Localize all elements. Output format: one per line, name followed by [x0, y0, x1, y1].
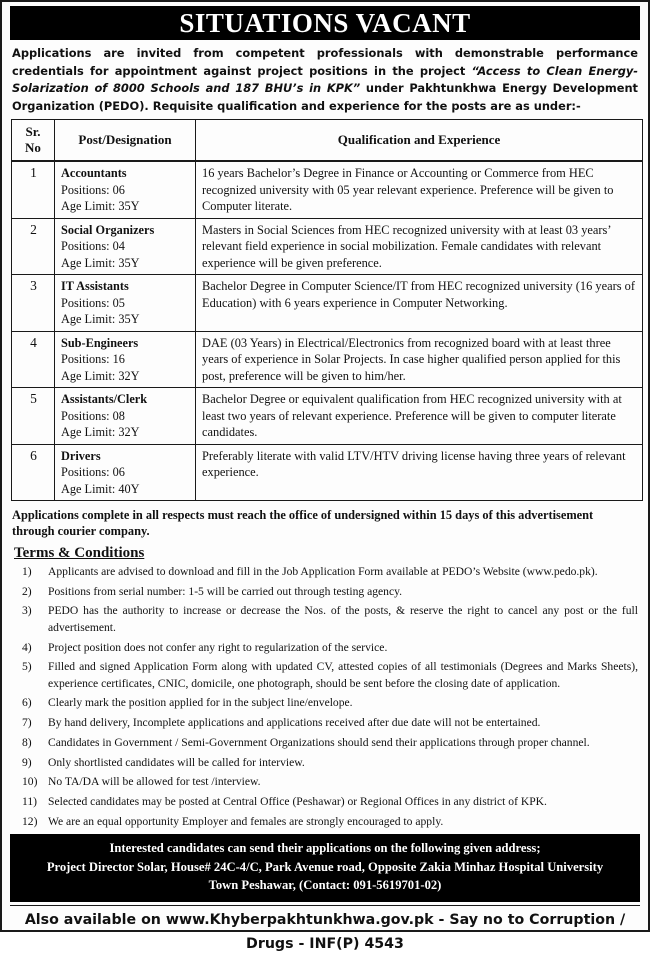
post-positions: Positions: 06	[61, 465, 125, 479]
post-title: Social Organizers	[61, 222, 155, 237]
table-row	[12, 275, 643, 332]
post-positions: Positions: 08	[61, 408, 125, 423]
post-age-limit: Age Limit: 40Y	[61, 481, 140, 496]
terms-item	[12, 715, 638, 732]
terms-item	[12, 584, 638, 601]
terms-item	[12, 794, 638, 811]
column-header-post-designation: Post/Designation	[55, 120, 196, 162]
post-age-limit: Age Limit: 32Y	[61, 368, 140, 383]
terms-item	[12, 774, 638, 791]
page-title: SITUATIONS VACANT	[179, 8, 471, 38]
terms-item-number: 3)	[22, 604, 32, 618]
terms-item-text: Candidates in Government / Semi-Government Organizations should send their applications through proper channel.	[48, 735, 590, 749]
column-header-sr-no: Sr. No	[12, 120, 55, 162]
cell-post-designation	[55, 218, 196, 275]
post-age-limit: Age Limit: 35Y	[61, 312, 140, 326]
table-row	[12, 444, 643, 501]
terms-item-number: 12)	[22, 814, 38, 828]
post-positions: Positions: 06	[61, 182, 125, 197]
column-header-qualification: Qualification and Experience	[196, 120, 643, 162]
terms-item-text: Clearly mark the position applied for in the subject line/envelope.	[48, 696, 353, 710]
address-contact-line: Town Peshawar, (Contact: 091-5619701-02)	[208, 878, 442, 893]
address-intro-line: Interested candidates can send their applications on the following given address;	[109, 841, 541, 856]
terms-item-text: Only shortlisted candidates will be called for interview.	[48, 755, 305, 769]
table-row	[12, 388, 643, 445]
terms-item-text: Filled and signed Application Form along with updated CV, attested copies of all testimonials (Degrees and Marks Sheets), experience certificates, CNIC, domicile, one photograph, should be sent before the closing date of application.	[48, 660, 638, 690]
terms-item	[12, 695, 638, 712]
terms-item-number: 1)	[22, 565, 32, 578]
terms-item-text: We are an equal opportunity Employer and females are strongly encouraged to apply.	[48, 814, 444, 828]
cell-sr-no: 6	[12, 444, 55, 501]
terms-item-text: Applicants are advised to download and fill in the Job Application Form available at PEDO’s Website (www.pedo.pk).	[48, 565, 598, 578]
qualification-text: Preferably literate with valid LTV/HTV driving license having three years of relevant experience.	[202, 448, 626, 479]
table-row	[12, 161, 643, 218]
post-age-limit: Age Limit: 35Y	[61, 199, 140, 213]
cell-qualification	[196, 388, 643, 445]
terms-item-number: 6)	[22, 696, 32, 710]
bottom-notice-strip: Also available on www.Khyberpakhtunkhwa.gov.pk - Say no to Corruption / Drugs - INF(P) 4543	[10, 905, 640, 956]
terms-item-text: No TA/DA will be allowed for test /interview.	[48, 775, 261, 789]
terms-item-number: 4)	[22, 640, 32, 654]
qualification-text: Masters in Social Sciences from HEC recognized university with at least 03 years’ relevant field experience in social mobilization. Female candidates with relevant experience will be given preference.	[202, 222, 611, 270]
terms-item-text: Positions from serial number: 1-5 will be carried out through testing agency.	[48, 584, 403, 598]
terms-item-number: 8)	[22, 735, 32, 749]
post-age-limit: Age Limit: 35Y	[61, 255, 140, 270]
terms-item	[12, 640, 638, 657]
qualification-text: DAE (03 Years) in Electrical/Electronics from recognized board with at least three years of experience in Solar Projects. In case higher qualified person applied for this post, preference will be given to him/her.	[202, 335, 621, 383]
terms-heading: Terms & Conditions	[14, 545, 145, 561]
terms-item-number: 2)	[22, 584, 32, 598]
terms-item-text: Selected candidates may be posted at Central Office (Peshawar) or Regional Offices in any district of KPK.	[48, 794, 547, 808]
terms-item	[12, 735, 638, 752]
cell-qualification	[196, 161, 643, 218]
table-row	[12, 218, 643, 275]
cell-qualification	[196, 275, 643, 332]
terms-item-number: 9)	[22, 755, 32, 769]
cell-post-designation	[55, 444, 196, 501]
qualification-text: 16 years Bachelor’s Degree in Finance or Accounting or Commerce from HEC recognized university with 05 year relevant experience. Preference will be given to Computer literate.	[202, 166, 614, 213]
deadline-note: Applications complete in all respects must reach the office of undersigned within 15 days of this advertisement through courier company.	[12, 508, 594, 538]
post-title: IT Assistants	[61, 279, 129, 293]
terms-item-text: PEDO has the authority to increase or decrease the Nos. of the posts, & reserve the right to cancel any post or the full advertisement.	[48, 604, 638, 634]
table-body	[12, 161, 643, 501]
post-title: Sub-Engineers	[61, 335, 139, 350]
intro-text-part2: under Pakhtunkhwa Energy Development Organization (PEDO). Requisite qualification and experience for the posts are as under:-	[12, 81, 638, 113]
post-positions: Positions: 05	[61, 295, 125, 310]
cell-qualification	[196, 331, 643, 388]
post-title: Accountants	[61, 166, 127, 180]
terms-item	[12, 659, 638, 692]
terms-item	[12, 603, 638, 636]
cell-post-designation	[55, 161, 196, 218]
cell-sr-no: 4	[12, 331, 55, 388]
terms-item	[12, 564, 638, 581]
terms-item	[12, 814, 638, 831]
terms-item-number: 11)	[22, 794, 38, 808]
table-header-row	[12, 120, 643, 162]
table-row	[12, 331, 643, 388]
cell-sr-no: 3	[12, 275, 55, 332]
terms-item-text: By hand delivery, Incomplete applications and applications received after due date will not be entertained.	[48, 716, 541, 730]
terms-item-number: 5)	[22, 660, 32, 674]
terms-item	[12, 755, 638, 772]
cell-post-designation	[55, 388, 196, 445]
intro-text-part1: Applications are invited from competent professionals with demonstrable performance credentials for appointment against project positions in the project	[12, 46, 638, 78]
table-header	[12, 120, 643, 162]
cell-sr-no: 2	[12, 218, 55, 275]
cell-qualification	[196, 444, 643, 501]
post-title: Assistants/Clerk	[61, 392, 148, 406]
intro-paragraph	[12, 45, 638, 115]
post-positions: Positions: 16	[61, 352, 125, 366]
cell-qualification	[196, 218, 643, 275]
cell-sr-no: 5	[12, 388, 55, 445]
cell-post-designation	[55, 331, 196, 388]
terms-item-text: Project position does not confer any right to regularization of the service.	[48, 640, 388, 654]
terms-item-number: 7)	[22, 716, 32, 730]
terms-item-number: 10)	[22, 775, 38, 789]
situations-vacant-banner	[10, 6, 640, 40]
post-age-limit: Age Limit: 32Y	[61, 425, 140, 439]
post-title: Drivers	[61, 448, 101, 463]
cell-sr-no: 1	[12, 161, 55, 218]
address-street-line: Project Director Solar, House# 24C-4/C, Park Avenue road, Opposite Zakia Minhaz Hospital University	[46, 859, 604, 874]
contact-address-box	[10, 834, 640, 902]
qualification-text: Bachelor Degree or equivalent qualification from HEC recognized university with at least two years of relevant experience. Preference will be given to computer literate candidates.	[202, 392, 622, 439]
project-name: “Access to Clean Energy- Solarization of 8000 Schools and 187 BHU’s in KPK”	[12, 63, 638, 95]
post-positions: Positions: 04	[61, 239, 125, 253]
positions-table	[11, 119, 643, 501]
qualification-text: Bachelor Degree in Computer Science/IT from HEC recognized university (16 years of Education) with 6 years experience in Computer Networking.	[202, 279, 635, 310]
cell-post-designation	[55, 275, 196, 332]
terms-list	[12, 564, 638, 830]
